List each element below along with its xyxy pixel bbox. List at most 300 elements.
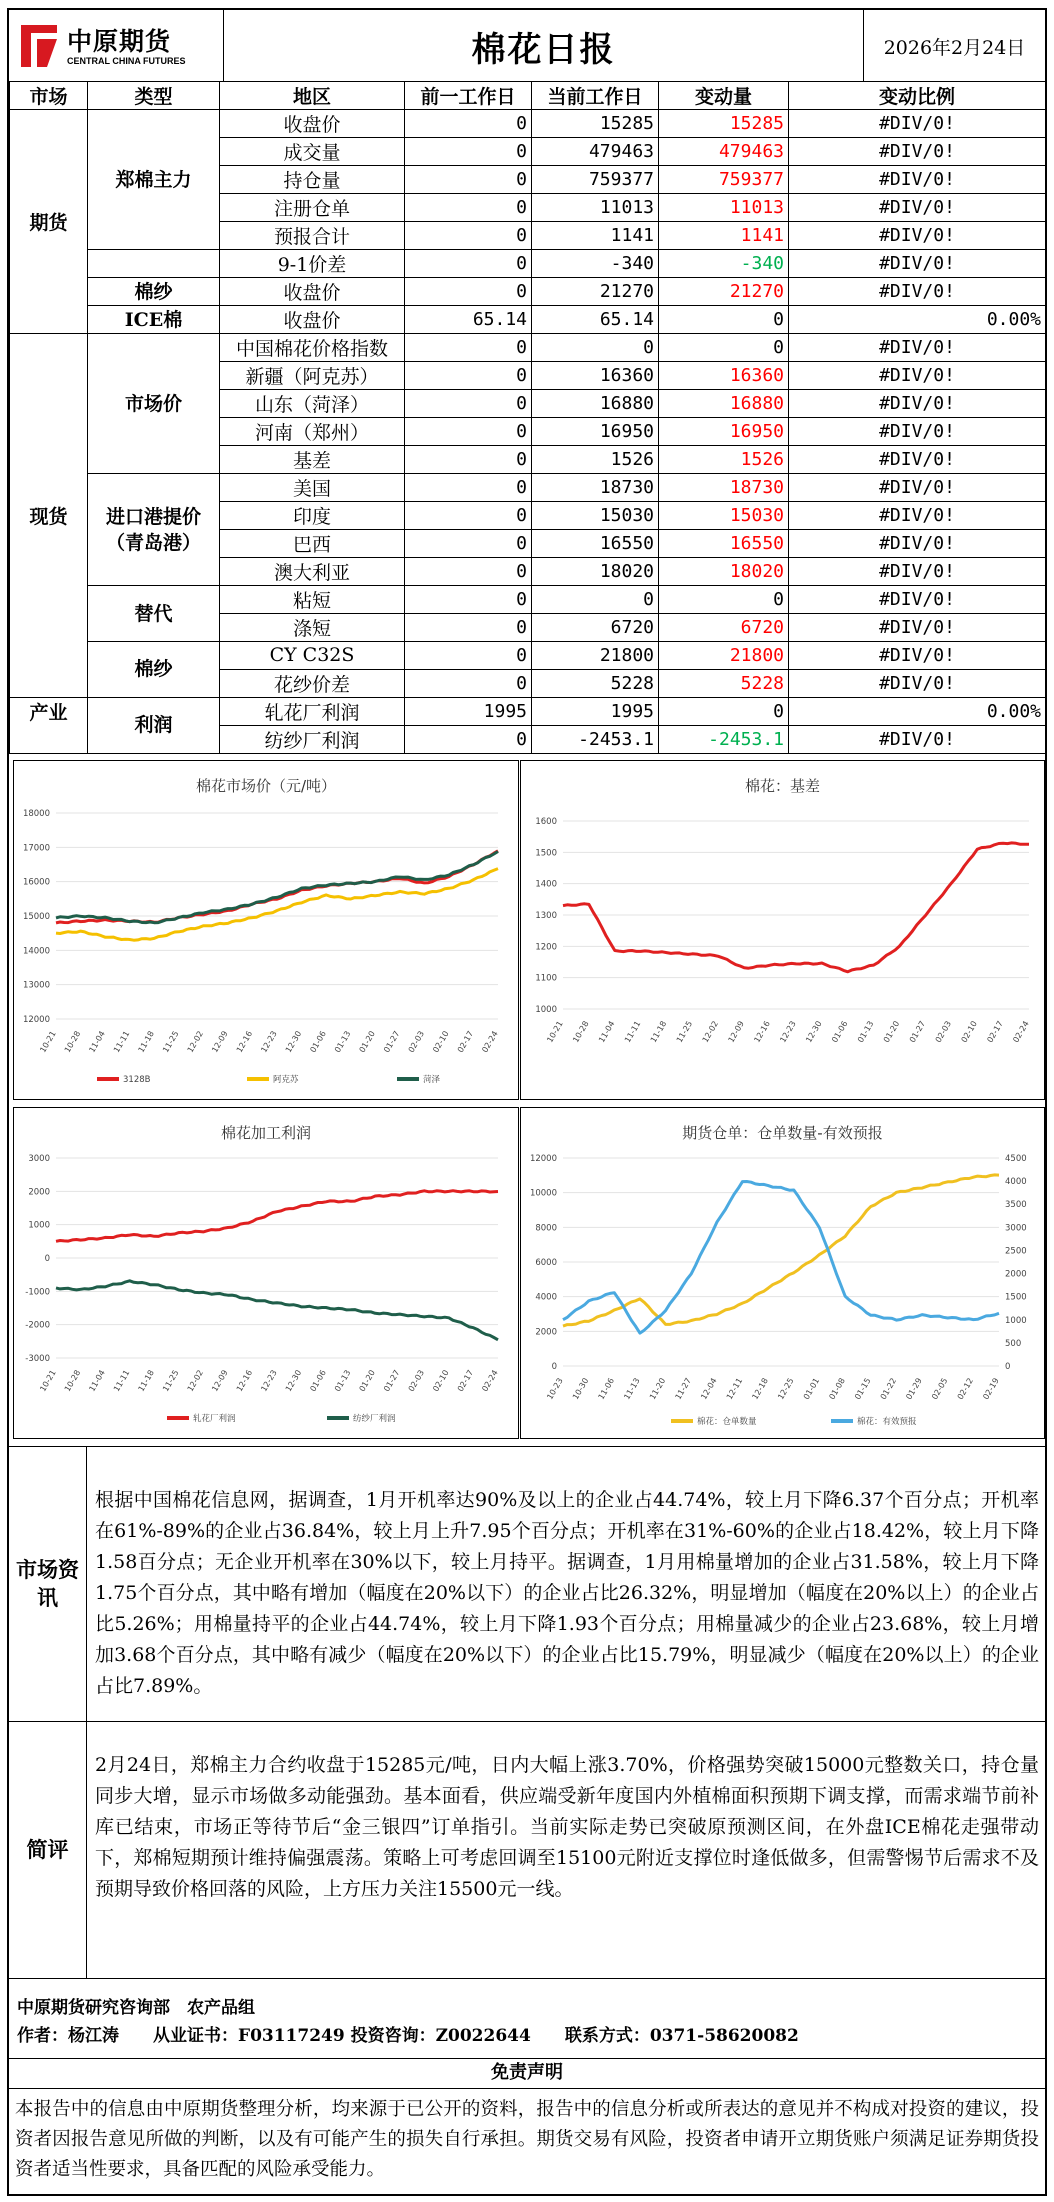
type-cell [88, 250, 220, 278]
region-cell: 收盘价 [220, 306, 405, 334]
region-cell: 河南（郑州） [220, 418, 405, 446]
region-cell: 新疆（阿克苏） [220, 362, 405, 390]
table-row [10, 278, 1046, 306]
y-tick-label: 0 [551, 1362, 557, 1372]
x-tick-label: 02-19 [981, 1376, 1001, 1402]
pct-cell: #DIV/0! [789, 586, 1046, 614]
x-tick-label: 01-20 [357, 1368, 377, 1394]
change-cell: 18730 [659, 474, 789, 502]
y-tick-label: 1200 [535, 942, 557, 953]
change-cell: 16880 [659, 390, 789, 418]
y-tick-label: 1000 [535, 1005, 557, 1015]
curr-value-cell: 16880 [532, 390, 659, 418]
curr-value-cell: -340 [532, 250, 659, 278]
legend-label: 棉花：仓单数量 [697, 1417, 757, 1427]
change-cell: 0 [659, 334, 789, 362]
x-tick-label: 01-27 [382, 1368, 402, 1394]
pct-cell: #DIV/0! [789, 530, 1046, 558]
region-cell: 粘短 [220, 586, 405, 614]
market-cell: 期货 [10, 110, 88, 334]
column-header: 地区 [220, 82, 405, 110]
y-tick-label: 1100 [535, 973, 557, 984]
legend-label: 3128B [123, 1075, 151, 1085]
x-tick-label: 11-18 [136, 1368, 156, 1394]
type-cell: ICE棉 [88, 306, 220, 334]
disclaimer-title-row [9, 2058, 1045, 2088]
curr-value-cell: 0 [532, 586, 659, 614]
market-cell: 产业 [10, 697, 88, 753]
type-cell: 市场价 [88, 334, 220, 474]
change-cell: 759377 [659, 166, 789, 194]
x-tick-label: 11-25 [161, 1029, 181, 1055]
y-tick-label: 1500 [535, 848, 557, 859]
news-text: 根据中国棉花信息网，据调查，1月开机率达90%及以上的企业占44.74%，较上月下降6.37个百分点；开机率在61%-89%的企业占36.84%，较上月上升7.95个百分点；开机率在31%-60%的企业占18.42%，较上月下降1.58百分点；无企业开机率在30%以下，较上月持平。据调查，1月用棉量增加的企业占31.58%，较上月下降1.75个百分点，其中略有增加（幅度在20%以下）的企业占比26.32%，明显增加（幅度在20%以上）的企业占比5.26%；用棉量持平的企业占44.74%，较上月下降1.93个百分点；用棉量减少的企业占23.68%，较上月增加3.68个百分点，其中略有减少（幅度在20%以下）的企业占比15.79%，明显减少（幅度在20%以上）的企业占比7.89%。 [95, 1489, 1039, 1697]
y-tick-label: 16000 [22, 877, 50, 888]
series-line-轧花厂利润 [56, 1191, 498, 1242]
y-tick-label: 1400 [535, 879, 557, 890]
x-tick-label: 10-21 [38, 1029, 58, 1055]
curr-value-cell: 479463 [532, 138, 659, 166]
change-cell: -2453.1 [659, 725, 789, 753]
pct-cell: #DIV/0! [789, 474, 1046, 502]
chart-warrant-svg [521, 1108, 1046, 1440]
chart-basis-svg [521, 761, 1046, 1101]
pct-cell: #DIV/0! [789, 558, 1046, 586]
x-tick-label: 02-03 [933, 1019, 954, 1045]
region-cell: CY C32S [220, 642, 405, 670]
x-tick-label: 11-11 [111, 1029, 132, 1055]
x-tick-label: 01-13 [332, 1368, 353, 1394]
y-tick-label: 13000 [22, 980, 50, 991]
table-row [10, 110, 1046, 138]
chart-title: 棉花加工利润 [220, 1124, 311, 1142]
x-tick-label: 12-25 [776, 1376, 796, 1402]
disclaimer-section [9, 2088, 1045, 2196]
curr-value-cell: 1526 [532, 446, 659, 474]
curr-value-cell: 18020 [532, 558, 659, 586]
x-tick-label: 10-28 [62, 1029, 83, 1055]
region-cell: 涤短 [220, 614, 405, 642]
pct-cell: #DIV/0! [789, 614, 1046, 642]
y-tick-label: 14000 [22, 946, 50, 957]
curr-value-cell: 18730 [532, 474, 659, 502]
region-cell: 注册仓单 [220, 194, 405, 222]
y-tick-label: 17000 [22, 843, 50, 854]
pct-cell: #DIV/0! [789, 642, 1046, 670]
change-cell: 6720 [659, 614, 789, 642]
disclaimer-title: 免责声明 [491, 2062, 563, 2083]
series-line-纺纱厂利润 [56, 1281, 498, 1340]
report-title: 棉花日报 [224, 10, 864, 82]
x-tick-label: 12-18 [750, 1376, 770, 1402]
pct-cell: #DIV/0! [789, 502, 1046, 530]
chart-basis [520, 760, 1045, 1100]
pct-cell: #DIV/0! [789, 390, 1046, 418]
curr-value-cell: 11013 [532, 194, 659, 222]
change-cell: 0 [659, 586, 789, 614]
news-label: 市场资 讯 [9, 1447, 87, 1721]
prev-value-cell: 0 [405, 530, 532, 558]
x-tick-label: 12-02 [185, 1368, 206, 1394]
x-tick-label: 12-09 [210, 1029, 230, 1055]
y2-tick-label: 4000 [1005, 1177, 1027, 1188]
x-tick-label: 02-03 [406, 1368, 427, 1394]
legend-label: 轧花厂利润 [193, 1414, 236, 1424]
table-row [10, 586, 1046, 614]
pct-cell: #DIV/0! [789, 250, 1046, 278]
curr-value-cell: -2453.1 [532, 725, 659, 753]
company-logo [9, 10, 224, 82]
type-cell: 替代 [88, 586, 220, 642]
x-tick-label: 01-20 [881, 1019, 902, 1045]
x-tick-label: 02-03 [406, 1029, 427, 1055]
column-header: 前一工作日 [405, 82, 532, 110]
type-cell: 棉纱 [88, 642, 220, 698]
region-cell: 中国棉花价格指数 [220, 334, 405, 362]
prev-value-cell: 0 [405, 110, 532, 138]
x-tick-label: 02-05 [930, 1376, 950, 1402]
disclaimer-text: 本报告中的信息由中原期货整理分析，均来源于已公开的资料，报告中的信息分析或所表达的意见并不构成对投资的建议，投资者因报告意见所做的判断，以及有可能产生的损失自行承担。期货交易有风险，投资者申请开立期货账户须满足证券期货投资者适当性要求，具备匹配的风险承受能力。 [15, 2099, 1039, 2180]
column-header: 变动量 [659, 82, 789, 110]
y-tick-label: 18000 [22, 809, 50, 819]
change-cell: 5228 [659, 669, 789, 697]
y-tick-label: -1000 [25, 1287, 50, 1298]
region-cell: 9-1价差 [220, 250, 405, 278]
y-tick-label: -3000 [25, 1354, 50, 1364]
y2-tick-label: 3500 [1005, 1200, 1027, 1211]
change-cell: 21270 [659, 278, 789, 306]
y2-tick-label: 3000 [1005, 1223, 1027, 1234]
y-tick-label: 0 [44, 1254, 50, 1264]
curr-value-cell: 1995 [532, 697, 659, 725]
pct-cell: #DIV/0! [789, 334, 1046, 362]
x-tick-label: 12-30 [283, 1368, 304, 1394]
x-tick-label: 02-24 [1011, 1019, 1031, 1045]
chart-title: 期货仓单：仓单数量-有效预报 [682, 1124, 883, 1142]
x-tick-label: 10-28 [62, 1368, 83, 1394]
region-cell: 收盘价 [220, 110, 405, 138]
x-tick-label: 01-13 [855, 1019, 876, 1045]
x-tick-label: 02-17 [455, 1029, 476, 1055]
table-row [10, 642, 1046, 670]
table-row [10, 474, 1046, 502]
logo-cn-text: 中原期货 [67, 27, 172, 56]
x-tick-label: 11-25 [674, 1019, 695, 1045]
y-tick-label: 12000 [529, 1154, 557, 1164]
logo-en-text: CENTRAL CHINA FUTURES [67, 56, 186, 66]
y-tick-label: -2000 [25, 1320, 50, 1331]
x-tick-label: 01-22 [878, 1376, 899, 1402]
x-tick-label: 12-16 [234, 1029, 255, 1055]
region-cell: 预报合计 [220, 222, 405, 250]
pct-cell: 0.00% [789, 697, 1046, 725]
curr-value-cell: 5228 [532, 669, 659, 697]
y-tick-label: 6000 [535, 1258, 557, 1268]
x-tick-label: 12-23 [259, 1368, 279, 1394]
pct-cell: #DIV/0! [789, 669, 1046, 697]
comment-label: 简评 [9, 1722, 87, 1978]
y-tick-label: 3000 [28, 1154, 50, 1164]
curr-value-cell: 21270 [532, 278, 659, 306]
x-tick-label: 12-09 [210, 1368, 230, 1394]
x-tick-label: 12-04 [699, 1376, 719, 1402]
pct-cell: #DIV/0! [789, 194, 1046, 222]
y-tick-label: 12000 [22, 1015, 50, 1025]
change-cell: 21800 [659, 642, 789, 670]
x-tick-label: 11-20 [647, 1376, 668, 1402]
x-tick-label: 10-21 [545, 1019, 565, 1045]
prev-value-cell: 0 [405, 362, 532, 390]
curr-value-cell: 15030 [532, 502, 659, 530]
region-cell: 印度 [220, 502, 405, 530]
column-header: 变动比例 [789, 82, 1046, 110]
y2-tick-label: 1000 [1005, 1315, 1027, 1326]
prev-value-cell: 0 [405, 642, 532, 670]
region-cell: 轧花厂利润 [220, 697, 405, 725]
prev-value-cell: 0 [405, 418, 532, 446]
legend-label: 棉花：有效预报 [857, 1417, 917, 1427]
prev-value-cell: 0 [405, 250, 532, 278]
x-tick-label: 11-06 [596, 1376, 617, 1402]
x-tick-label: 02-24 [480, 1368, 500, 1394]
change-cell: 15285 [659, 110, 789, 138]
x-tick-label: 12-23 [778, 1019, 798, 1045]
x-tick-label: 10-23 [545, 1376, 565, 1402]
x-tick-label: 11-11 [622, 1019, 643, 1045]
pct-cell: #DIV/0! [789, 362, 1046, 390]
x-tick-label: 11-04 [597, 1019, 617, 1045]
prev-value-cell: 0 [405, 614, 532, 642]
curr-value-cell: 16550 [532, 530, 659, 558]
x-tick-label: 12-16 [752, 1019, 772, 1045]
pct-cell: #DIV/0! [789, 725, 1046, 753]
x-tick-label: 11-18 [648, 1019, 669, 1045]
prev-value-cell: 0 [405, 586, 532, 614]
x-tick-label: 11-18 [136, 1029, 156, 1055]
type-cell: 棉纱 [88, 278, 220, 306]
x-tick-label: 02-10 [431, 1368, 451, 1394]
x-tick-label: 12-11 [724, 1376, 745, 1402]
table-row [10, 334, 1046, 362]
chart-price-svg [14, 761, 520, 1101]
region-cell: 巴西 [220, 530, 405, 558]
prev-value-cell: 0 [405, 138, 532, 166]
type-cell: 利润 [88, 697, 220, 753]
type-cell: 郑棉主力 [88, 110, 220, 250]
x-tick-label: 11-11 [111, 1368, 132, 1394]
x-tick-label: 01-01 [801, 1376, 822, 1402]
region-cell: 山东（菏泽） [220, 390, 405, 418]
news-section [9, 1446, 1045, 1721]
pct-cell: #DIV/0! [789, 446, 1046, 474]
x-tick-label: 12-30 [283, 1029, 304, 1055]
table-row [10, 697, 1046, 725]
change-cell: -340 [659, 250, 789, 278]
author-section [9, 1978, 1045, 2058]
x-tick-label: 12-09 [726, 1019, 746, 1045]
y2-tick-label: 1500 [1005, 1292, 1027, 1303]
y2-tick-label: 500 [1005, 1338, 1022, 1349]
pct-cell: #DIV/0! [789, 278, 1046, 306]
change-cell: 1141 [659, 222, 789, 250]
pct-cell: #DIV/0! [789, 418, 1046, 446]
pct-cell: #DIV/0! [789, 110, 1046, 138]
curr-value-cell: 16950 [532, 418, 659, 446]
x-tick-label: 10-21 [38, 1368, 58, 1394]
x-tick-label: 11-27 [673, 1376, 693, 1402]
change-cell: 16550 [659, 530, 789, 558]
y-tick-label: 8000 [535, 1223, 557, 1234]
x-tick-label: 10-28 [571, 1019, 591, 1045]
change-cell: 18020 [659, 558, 789, 586]
x-tick-label: 01-06 [830, 1019, 850, 1045]
x-tick-label: 01-06 [308, 1029, 328, 1055]
x-tick-label: 02-17 [985, 1019, 1005, 1045]
region-cell: 美国 [220, 474, 405, 502]
series-line-basis [563, 843, 1029, 972]
prev-value-cell: 0 [405, 166, 532, 194]
author-text: 作者：杨江涛 从业证书：F03117249 投资咨询：Z0022644 联系方式：0371-58620082 [17, 2026, 799, 2046]
prev-value-cell: 0 [405, 278, 532, 306]
chart-profit [13, 1107, 519, 1439]
x-tick-label: 12-16 [234, 1368, 255, 1394]
y-tick-label: 2000 [535, 1327, 557, 1338]
prev-value-cell: 0 [405, 558, 532, 586]
x-tick-label: 02-10 [431, 1029, 451, 1055]
y-tick-label: 4000 [535, 1292, 557, 1303]
chart-profit-svg [14, 1108, 520, 1440]
x-tick-label: 11-04 [87, 1368, 107, 1394]
y-tick-label: 1600 [535, 817, 557, 827]
change-cell: 479463 [659, 138, 789, 166]
prev-value-cell: 0 [405, 502, 532, 530]
prev-value-cell: 0 [405, 446, 532, 474]
chart-cotton-price [13, 760, 519, 1100]
x-tick-label: 11-04 [87, 1029, 107, 1055]
prev-value-cell: 0 [405, 194, 532, 222]
y-tick-label: 15000 [22, 912, 50, 922]
x-tick-label: 11-13 [622, 1376, 642, 1402]
change-cell: 16360 [659, 362, 789, 390]
prev-value-cell: 0 [405, 474, 532, 502]
column-header: 类型 [88, 82, 220, 110]
prev-value-cell: 65.14 [405, 306, 532, 334]
x-tick-label: 02-24 [480, 1029, 500, 1055]
x-tick-label: 02-10 [959, 1019, 979, 1045]
y-tick-label: 1000 [28, 1220, 50, 1231]
table-row [10, 250, 1046, 278]
y2-tick-label: 0 [1005, 1362, 1011, 1372]
x-tick-label: 01-29 [904, 1376, 924, 1402]
region-cell: 澳大利亚 [220, 558, 405, 586]
type-cell: 进口港提价 （青岛港） [88, 474, 220, 586]
change-cell: 0 [659, 697, 789, 725]
chart-title: 棉花：基差 [744, 777, 820, 795]
report-header [9, 10, 1045, 82]
y2-tick-label: 2000 [1005, 1269, 1027, 1280]
prev-value-cell: 0 [405, 334, 532, 362]
pct-cell: #DIV/0! [789, 138, 1046, 166]
region-cell: 基差 [220, 446, 405, 474]
column-header: 当前工作日 [532, 82, 659, 110]
report-page [7, 8, 1047, 2196]
column-header: 市场 [10, 82, 88, 110]
y2-tick-label: 2500 [1005, 1246, 1027, 1257]
curr-value-cell: 21800 [532, 642, 659, 670]
x-tick-label: 01-20 [357, 1029, 377, 1055]
y-tick-label: 2000 [28, 1187, 50, 1198]
curr-value-cell: 759377 [532, 166, 659, 194]
prev-value-cell: 0 [405, 222, 532, 250]
prev-value-cell: 0 [405, 669, 532, 697]
x-tick-label: 02-12 [955, 1376, 976, 1402]
chart-warrant [520, 1107, 1045, 1439]
prev-value-cell: 1995 [405, 697, 532, 725]
chart-title: 棉花市场价（元/吨） [195, 777, 337, 795]
x-tick-label: 01-13 [332, 1029, 353, 1055]
comment-section [9, 1721, 1045, 1978]
region-cell: 成交量 [220, 138, 405, 166]
prev-value-cell: 0 [405, 725, 532, 753]
x-tick-label: 02-17 [455, 1368, 476, 1394]
curr-value-cell: 1141 [532, 222, 659, 250]
table-header-row [10, 82, 1046, 110]
pct-cell: #DIV/0! [789, 222, 1046, 250]
report-date: 2026年2月24日 [883, 36, 1026, 59]
x-tick-label: 01-27 [382, 1029, 402, 1055]
change-cell: 11013 [659, 194, 789, 222]
x-tick-label: 12-02 [700, 1019, 721, 1045]
legend-label: 阿克苏 [273, 1075, 299, 1085]
region-cell: 持仓量 [220, 166, 405, 194]
x-tick-label: 01-15 [853, 1376, 873, 1402]
region-cell: 花纱价差 [220, 669, 405, 697]
x-tick-label: 12-02 [185, 1029, 206, 1055]
pct-cell: #DIV/0! [789, 166, 1046, 194]
x-tick-label: 12-30 [804, 1019, 824, 1045]
x-tick-label: 01-06 [308, 1368, 328, 1394]
comment-text: 2月24日，郑棉主力合约收盘于15285元/吨，日内大幅上涨3.70%，价格强势突破15000元整数关口，持仓量同步大增，显示市场做多动能强劲。基本面看，供应端受新年度国内外植棉面积预期下调支撑，而需求端节前补库已结束，市场正等待节后“金三银四”订单指引。当前实际走势已突破原预测区间，在外盘ICE棉花走强带动下，郑棉短期预计维持偏强震荡。策略上可考虑回调至15100元附近支撑位时逢低做多，但需警惕节后需求不及预期导致价格回落的风险，上方压力关注15500元一线。 [95, 1754, 1039, 1900]
change-cell: 15030 [659, 502, 789, 530]
region-cell: 收盘价 [220, 278, 405, 306]
logo-mark-icon [17, 21, 61, 71]
legend-label: 菏泽 [423, 1075, 441, 1085]
y-tick-label: 1300 [535, 911, 557, 921]
market-cell: 现货 [10, 334, 88, 698]
curr-value-cell: 6720 [532, 614, 659, 642]
change-cell: 1526 [659, 446, 789, 474]
x-tick-label: 01-27 [907, 1019, 928, 1045]
change-cell: 16950 [659, 418, 789, 446]
curr-value-cell: 65.14 [532, 306, 659, 334]
x-tick-label: 12-23 [259, 1029, 279, 1055]
y2-tick-label: 4500 [1005, 1154, 1027, 1164]
curr-value-cell: 15285 [532, 110, 659, 138]
y-tick-label: 10000 [529, 1188, 557, 1199]
pct-cell: 0.00% [789, 306, 1046, 334]
prev-value-cell: 0 [405, 390, 532, 418]
change-cell: 0 [659, 306, 789, 334]
x-tick-label: 01-08 [827, 1376, 847, 1402]
x-tick-label: 11-25 [161, 1368, 181, 1394]
price-table [9, 82, 1046, 754]
dept-text: 中原期货研究咨询部 农产品组 [17, 1998, 255, 2018]
legend-label: 纺纱厂利润 [353, 1414, 396, 1424]
series-line-棉花：仓单数量 [563, 1175, 999, 1326]
region-cell: 纺纱厂利润 [220, 725, 405, 753]
table-row [10, 306, 1046, 334]
curr-value-cell: 16360 [532, 362, 659, 390]
